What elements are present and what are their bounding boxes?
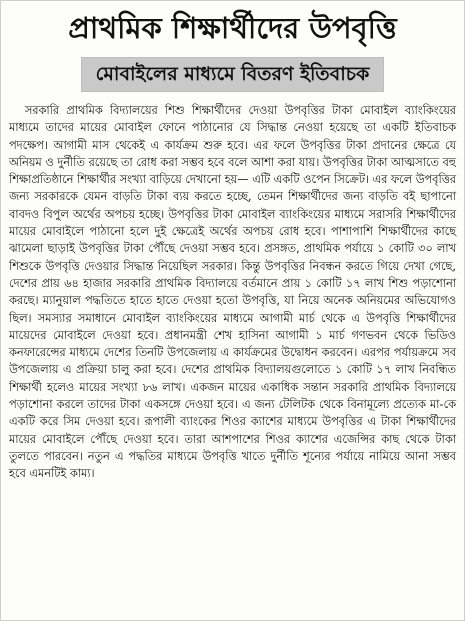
subheadline-banner <box>9 57 456 92</box>
article-headline: প্রাথমিক শিক্ষার্থীদের উপবৃত্তি <box>68 11 397 45</box>
article-subheadline: মোবাইলের মাধ্যমে বিতরণ ইতিবাচক <box>81 57 385 92</box>
article-body: সরকারি প্রাথমিক বিদ্যালয়ের শিশু শিক্ষার্থীদের দেওয়া উপবৃত্তির টাকা মোবাইল ব্যাংকিংয়ের মাধ্যমে তাদের মায়ের মোবাইল ফোনে পাঠানোর যে সিদ্ধান্ত নেওয়া হয়েছে তা একটি ইতিবাচক পদক্ষেপ। আগামী মাস থেকেই এ কার্যক্রম শুরু হবে। এর ফলে উপবৃত্তির টাকা প্রদানের ক্ষেত্রে যে অনিয়ম ও দুর্নীতি রয়েছে তা রোধ করা সম্ভব হবে বলে আশা করা যায়। উপবৃত্তির টাকা আত্মসাতে বহু শিক্ষাপ্রতিষ্ঠানে শিক্ষার্থীর সংখ্যা বাড়িয়ে দেখানো হয়— এটি একটি ওপেন সিক্রেট। এর ফলে উপবৃত্তির জন্য সরকারকে যেমন বাড়তি টাকা ব্যয় করতে হচ্ছে, তেমন শিক্ষার্থীদের জন্য বাড়তি বই ছাপানো বাবদও বিপুল অর্থের অপচয় হচ্ছে। উপবৃত্তির টাকা মোবাইল ব্যাংকিংয়ের মাধ্যমে সরাসরি শিক্ষার্থীদের মায়ের মোবাইলে পাঠানো হলে দুই ক্ষেত্রেই অর্থের অপচয় রোধ হবে। পাশাপাশি শিক্ষার্থীদের কাছে ঝামেলা ছাড়াই উপবৃত্তির টাকা পৌঁছে দেওয়া সম্ভব হবে। প্রসঙ্গত, প্রাথমিক পর্যায়ে ১ কোটি ৩০ লাখ শিশুকে উপবৃত্তি দেওয়ার সিদ্ধান্ত নিয়েছিল সরকার। কিন্তু উপবৃত্তির নিবন্ধন করতে গিয়ে দেখা গেছে, দেশের প্রায় ৬৪ হাজার সরকারি প্রাথমিক বিদ্যালয়ে বর্তমানে প্রায় ১ কোটি ১৭ লাখ শিশু পড়াশোনা করছে। ম্যানুয়াল পদ্ধতিতে হাতে হাতে দেওয়া হতো উপবৃত্তি, যা নিয়ে অনেক অনিয়মের অভিযোগও ছিল। সমস্যার সমাধানে মোবাইল ব্যাংকিংয়ের মাধ্যমে আগামী মার্চ থেকে এ উপবৃত্তি শিক্ষার্থীদের মায়েদের মোবাইলে দেওয়া হবে। প্রধানমন্ত্রী শেখ হাসিনা আগামী ১ মার্চ গণভবন থেকে ভিডিও কনফারেন্সের মাধ্যমে দেশের তিনটি উপজেলায় এ কার্যক্রমের উদ্বোধন করবেন। এরপর পর্যায়ক্রমে সব উপজেলায় এ প্রক্রিয়া চালু করা হবে। দেশের প্রাথমিক বিদ্যালয়গুলোতে ১ কোটি ১৭ লাখ নিবন্ধিত শিক্ষার্থী হলেও মায়ের সংখ্যা ৮৬ লাখ। একজন মায়ের একাধিক সন্তান সরকারি প্রাথমিক বিদ্যালয়ে পড়াশোনা করলে তাদের টাকা একসঙ্গে দেওয়া হবে। এ জন্য টেলিটক থেকে বিনামূল্যে প্রত্যেক মা-কে একটি করে সিম দেওয়া হবে। রূপালী ব্যাংকের শিওর ক্যাশের মাধ্যমে উপবৃত্তির এ টাকা শিক্ষার্থীদের মায়ের মোবাইলে পৌঁছে দেওয়া হবে। তারা আশপাশের শিওর ক্যাশের এজেন্সির কাছ থেকে টাকা তুলতে পারবেন। নতুন এ পদ্ধতির মাধ্যমে উপবৃত্তি খাতে দুর্নীতি শূন্যের পর্যায়ে নামিয়ে আনা সম্ভব হবে এমনটিই কাম্য। <box>9 104 456 481</box>
